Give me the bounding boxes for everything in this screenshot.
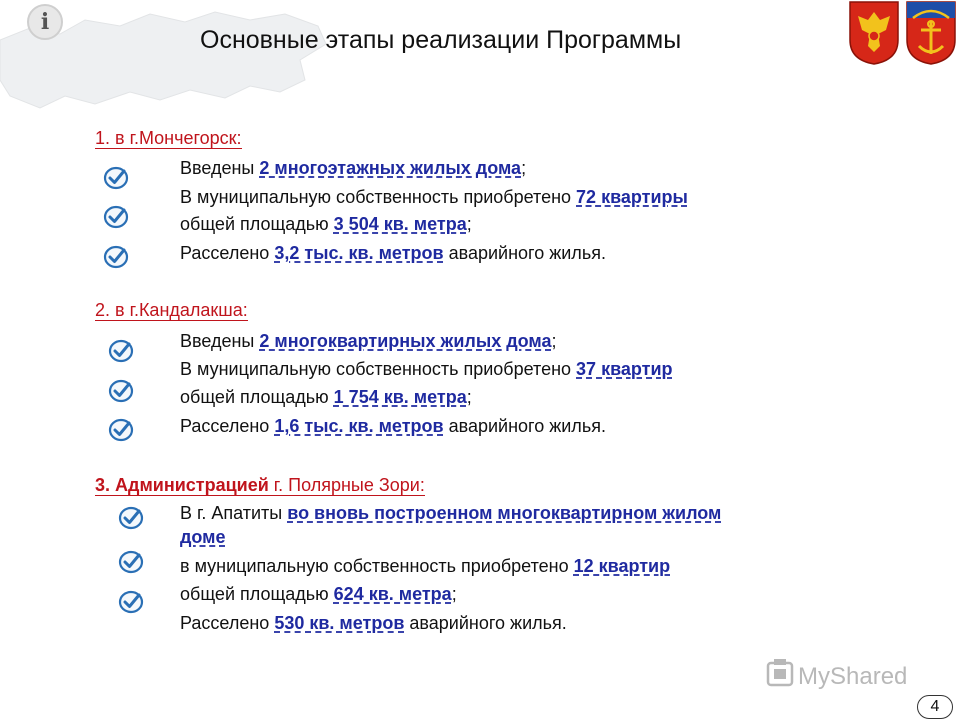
section-1-heading: 1. в г.Мончегорск: (95, 128, 242, 148)
section-3-line-1: В г. Апатиты во вновь построенном многоквартирном жилом (180, 503, 722, 523)
section-3-line-3: общей площадью 624 кв. метра; (180, 584, 457, 604)
section-3-line-2: в муниципальную собственность приобретено 12 квартир (180, 556, 671, 576)
section-3-heading: 3. Администрацией г. Полярные Зори: (95, 475, 425, 495)
watermark-text: MyShared (798, 663, 908, 690)
checkmark-icon (118, 588, 144, 614)
page-title: Основные этапы реализации Программы (200, 26, 682, 54)
section-1-line-3: общей площадью 3 504 кв. метра; (180, 214, 472, 234)
section-1-line-2: В муниципальную собственность приобретено 72 квартиры (180, 187, 688, 207)
russia-coat-of-arms-icon (848, 0, 900, 66)
section-3-line-4: Расселено 530 кв. метров аварийного жилья. (180, 613, 567, 633)
checkmark-icon (103, 203, 129, 229)
page-number: 4 (917, 695, 953, 719)
info-icon: i (27, 4, 63, 40)
myshared-watermark (766, 657, 928, 691)
checkmark-icon (108, 416, 134, 442)
checkmark-icon (108, 337, 134, 363)
murmansk-coat-of-arms-icon (905, 0, 957, 66)
section-1-line-1: Введены 2 многоэтажных жилых дома; (180, 158, 527, 178)
section-2-line-2: В муниципальную собственность приобретено 37 квартир (180, 359, 673, 379)
section-3-line-1-cont: доме (180, 527, 226, 547)
checkmark-icon (103, 164, 129, 190)
checkmark-icon (103, 243, 129, 269)
section-1-line-4: Расселено 3,2 тыс. кв. метров аварийного жилья. (180, 243, 606, 263)
section-2-heading: 2. в г.Кандалакша: (95, 300, 248, 320)
section-2-line-3: общей площадью 1 754 кв. метра; (180, 387, 472, 407)
section-2-line-1: Введены 2 многоквартирных жилых дома; (180, 331, 557, 351)
checkmark-icon (118, 504, 144, 530)
checkmark-icon (108, 377, 134, 403)
checkmark-icon (118, 548, 144, 574)
section-2-line-4: Расселено 1,6 тыс. кв. метров аварийного жилья. (180, 416, 606, 436)
